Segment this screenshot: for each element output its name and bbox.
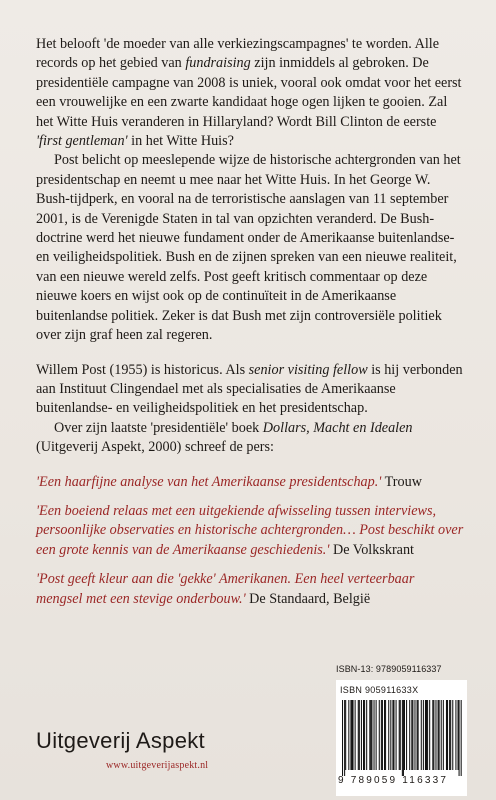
barcode-bar	[361, 700, 362, 770]
barcode-bar	[402, 700, 403, 776]
press-quote	[36, 570, 464, 609]
barcode-bar	[379, 700, 380, 770]
barcode-bar	[342, 700, 343, 776]
barcode-bar	[414, 700, 415, 770]
barcode-bar	[382, 700, 383, 770]
barcode-bar	[353, 700, 354, 770]
barcode-bar	[390, 700, 391, 770]
barcode-bar	[388, 700, 389, 770]
barcode-bar	[399, 700, 400, 770]
quote-source: De Standaard, België	[249, 590, 371, 607]
barcode-bar	[447, 700, 448, 770]
barcode-bar	[363, 700, 364, 770]
author-bio: Willem Post (1955) is historicus. Als senior visiting fellow is hij verbonden aan Instituut Clingendael met als specialisaties de Amerikaanse buitenlandse- en veiligheidspolitiek en het presidentschap.	[36, 361, 463, 417]
previous-book-paragraph: Over zijn laatste 'presidentiële' boek Dollars, Macht en Idealen (Uitgeverij Aspekt, 2000) schreef de pers:	[36, 419, 413, 456]
barcode-bar	[433, 700, 434, 770]
barcode-bar	[449, 700, 450, 770]
barcode-bar	[371, 700, 372, 770]
barcode-bar	[443, 700, 444, 770]
barcode-bar	[412, 700, 413, 770]
cover-text	[36, 35, 464, 609]
barcode-bar	[348, 700, 349, 770]
barcode-bar	[366, 700, 367, 770]
isbn10-label: ISBN 905911633X	[340, 685, 419, 695]
barcode-bar	[364, 700, 365, 770]
intro-paragraph: Het belooft 'de moeder van alle verkiezingscampagnes' te worden. Alle records op het gebied van fundraising zijn inmiddels al gebroken. De presidentiële campagne van 2008 is uniek, vooral ook omdat voor het eerst een vrouwelijke en een zwarte kandidaat hoge ogen lijken te gooien. Zal het Witte Huis veranderen in Hillaryland? Wordt Bill Clinton de eerste 'first gentleman' in het Witte Huis?	[36, 36, 462, 150]
barcode-bar	[355, 700, 356, 770]
barcode-bar	[411, 700, 412, 770]
barcode-bar	[432, 700, 433, 770]
quote-text: 'Post geeft kleur aan die 'gekke' Amerikanen. Een heel verteerbaar mengsel met een stevige onderbouw.'	[36, 571, 415, 607]
barcode-bar	[384, 700, 385, 770]
publisher-logo: Uitgeverij Aspekt	[36, 728, 205, 753]
barcode-bar	[459, 700, 460, 776]
barcode-bar	[351, 700, 352, 770]
barcode-bar	[446, 700, 447, 770]
press-quote	[36, 473, 464, 492]
barcode-bar	[345, 700, 346, 770]
barcode-bar	[403, 700, 404, 776]
barcode-bar	[369, 700, 370, 770]
quote-source: De Volkskrant	[332, 541, 415, 558]
barcode-bar	[435, 700, 436, 770]
isbn-block	[336, 664, 466, 796]
barcode-number: 9 789059 116337	[338, 775, 449, 786]
isbn13-label: ISBN-13: 9789059116337	[336, 664, 442, 674]
barcode-bar	[438, 700, 439, 770]
barcode-bar	[376, 700, 377, 770]
barcode-bar	[450, 700, 451, 770]
quote-source: Trouw	[384, 473, 422, 490]
barcode-bar	[429, 700, 430, 770]
barcode-bar	[358, 700, 359, 770]
barcode-bar	[441, 700, 442, 770]
barcode-bar	[392, 700, 393, 770]
fellow-term: senior visiting fellow	[248, 361, 368, 378]
barcode-bar	[409, 700, 410, 770]
history-paragraph: Post belicht op meeslepende wijze de historische achtergronden van het presidentschap en neemt u mee naar het Witte Huis. In het George W. Bush-tijdperk, en vooral na de terroristische aanslagen van 11 september 2001, is de Verenigde Staten in tal van opzichten veranderd. De Bush-doctrine werd het nieuwe fundament onder de Amerikaanse buitenlandse- en veiligheidspolitiek. Bush en de zijnen spreken van een nieuwe realiteit, van een nieuwe wereld zelfs. Post geeft kritisch commentaar op deze nieuwe koers en wijst ook op de continuïteit in de Amerikaanse buitenlandse politiek. Zeker is dat Bush met zijn controversiële politiek over zijn graf heen zal regeren.	[36, 152, 461, 344]
barcode-bar	[393, 700, 394, 770]
barcode-bar	[400, 700, 401, 770]
barcode-bar	[385, 700, 386, 770]
barcode-icon	[342, 700, 462, 776]
quote-text: 'Een boeiend relaas met een uitgekiende afwisseling tussen interviews, persoonlijke observaties en historische achtergronden… Post beschikt over een grote kennis van de Amerikaanse geschiedenis.'	[36, 502, 464, 558]
barcode-bar	[425, 700, 426, 770]
barcode-bar	[417, 700, 418, 770]
barcode-bar	[406, 700, 407, 770]
barcode-bar	[381, 700, 382, 770]
press-quote	[36, 502, 464, 560]
barcode-bar	[374, 700, 375, 770]
publisher-url[interactable]: www.uitgeverijaspekt.nl	[106, 760, 209, 771]
quote-text: 'Een haarfijne analyse van het Amerikaanse presidentschap.'	[36, 473, 382, 490]
barcode-bar	[423, 700, 424, 770]
barcode-bar	[426, 700, 427, 770]
barcode-bar	[439, 700, 440, 770]
fundraising-term: fundraising	[185, 55, 251, 72]
barcode-bar	[350, 700, 351, 770]
first-gentleman-term: 'first gentleman'	[36, 133, 128, 150]
barcode-bar	[421, 700, 422, 770]
barcode-bar	[452, 700, 453, 770]
barcode-bar	[396, 700, 397, 770]
barcode-bar	[404, 700, 405, 770]
barcode-bar	[418, 700, 419, 770]
barcode-bar	[344, 700, 345, 776]
barcode-bar	[458, 700, 459, 770]
barcode-bar	[359, 700, 360, 770]
barcode-bar	[461, 700, 462, 776]
barcode-box	[336, 680, 467, 796]
barcode-bar	[370, 700, 371, 770]
previous-book-title: Dollars, Macht en Idealen	[262, 419, 413, 436]
barcode-bar	[455, 700, 456, 770]
barcode-bar	[427, 700, 428, 770]
